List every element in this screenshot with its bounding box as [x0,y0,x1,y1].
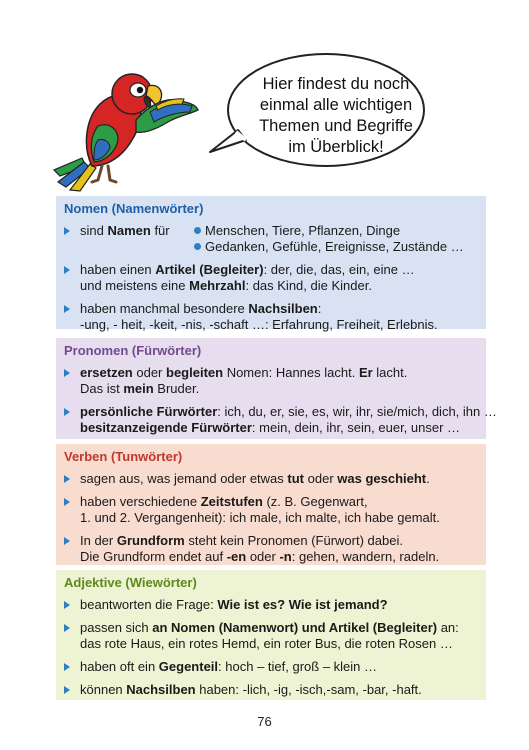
verben-panel [56,444,486,565]
bullet-triangle-icon [64,663,70,671]
pronomen-point-replace: ersetzen oder begleiten Nomen: Hannes lacht. Er lacht. Das ist mein Bruder. [64,365,478,397]
parrot-illustration [52,66,200,192]
bullet-dot-icon [194,227,201,234]
page-number: 76 [257,714,272,729]
bullet-triangle-icon [64,624,70,632]
adjektive-point-question: beantworten die Frage: Wie ist es? Wie ist jemand? [64,597,478,613]
adjektive-point-agreement: passen sich an Nomen (Namenwort) und Artikel (Begleiter) an: das rote Haus, ein rotes Hemd, ein roter Bus, die roten Rosen … [64,620,478,652]
bullet-triangle-icon [64,498,70,506]
bullet-triangle-icon [64,601,70,609]
verben-point-meaning: sagen aus, was jemand oder etwas tut oder was geschieht. [64,471,478,487]
bubble-line: im Überblick! [288,138,384,156]
adjektive-panel [56,570,486,700]
nomen-point-article: haben einen Artikel (Begleiter): der, die, das, ein, eine … und meistens eine Mehrzahl: das Kind, die Kinder. [64,262,478,294]
bullet-triangle-icon [64,537,70,545]
adjektive-point-opposite: haben oft ein Gegenteil: hoch – tief, groß – klein … [64,659,478,675]
bullet-triangle-icon [64,408,70,416]
bullet-dot-icon [194,243,201,250]
bullet-triangle-icon [64,305,70,313]
bullet-triangle-icon [64,369,70,377]
bullet-triangle-icon [64,266,70,274]
bullet-triangle-icon [64,227,70,235]
adjektive-point-suffixes: können Nachsilben haben: -lich, -ig, -isch,-sam, -bar, -haft. [64,682,478,698]
bullet-triangle-icon [64,686,70,694]
verben-title: Verben (Tunwörter) [64,449,183,464]
nomen-point-suffixes: haben manchmal besondere Nachsilben: -ung, - heit, -keit, -nis, -schaft …: Erfahrung, Freiheit, Erlebnis. [64,301,478,333]
bubble-line: Themen und Begriffe [259,117,413,135]
nomen-point-names [64,223,478,255]
verben-point-tenses: haben verschiedene Zeitstufen (z. B. Gegenwart, 1. und 2. Vergangenheit): ich male, ich malte, ich habe gemalt. [64,494,478,526]
bubble-line: einmal alle wichtigen [259,96,413,114]
pronomen-point-types: persönliche Fürwörter: ich, du, er, sie, es, wir, ihr, sie/mich, dich, ihn … besitzanzeigende Fürwörter: mein, dein, ihr, sein, euer, unser … [64,404,478,436]
speech-bubble-text [238,74,434,158]
adjektive-title: Adjektive (Wiewörter) [64,575,197,590]
bullet-triangle-icon [64,475,70,483]
nomen-title: Nomen (Namenwörter) [64,201,204,216]
verben-point-infinitive: In der Grundform steht kein Pronomen (Fürwort) dabei. Die Grundform endet auf -en oder -n: gehen, wandern, radeln. [64,533,478,565]
nomen-names-item: Menschen, Tiere, Pflanzen, Dinge [194,223,464,239]
nomen-panel [56,196,486,332]
nomen-names-label: sind Namen für [80,223,170,238]
pronomen-title: Pronomen (Fürwörter) [64,343,202,358]
bubble-line: Hier findest du noch [262,75,410,93]
nomen-names-list [194,223,464,255]
pronomen-panel [56,338,497,439]
nomen-names-item: Gedanken, Gefühle, Ereignisse, Zustände … [194,239,464,255]
